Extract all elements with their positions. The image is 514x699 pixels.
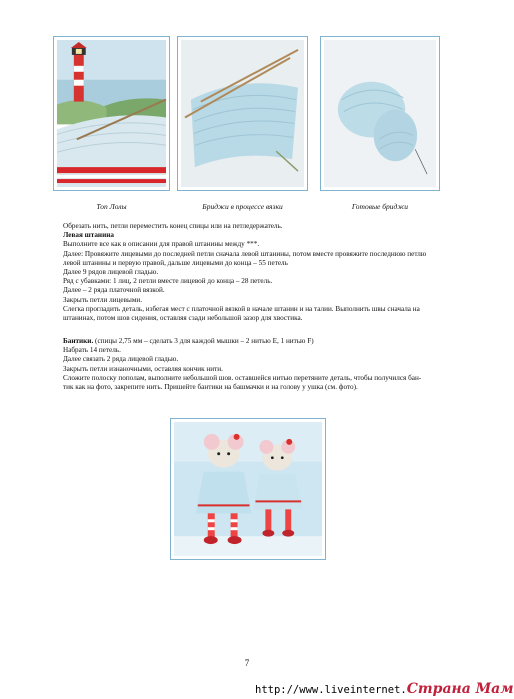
knitted-mice-image bbox=[174, 422, 322, 556]
instruction-line: тик как на фото, закрепите нить. Пришейте бантики на башмачки и на голову у ушка (см. фото). bbox=[63, 383, 358, 392]
instruction-line: Выполните все как в описании для правой штанины между ***. bbox=[63, 240, 260, 249]
bows-instructions bbox=[63, 337, 443, 392]
photo-lola-top bbox=[53, 36, 170, 191]
instruction-line: Набрать 14 петель. bbox=[63, 346, 121, 355]
instruction-line: Слегка прогладить деталь, избегая мест с платочной вязкой в начале штанин и на талии. Выполнить швы сначала на bbox=[63, 304, 420, 313]
caption-finished-breeches: Готовые бриджи bbox=[351, 202, 409, 211]
instruction-line: Закрыть петли изнаночными, оставляя кончик нити. bbox=[63, 364, 223, 373]
page-number: 7 bbox=[244, 658, 250, 668]
section-heading-bows: Бантики. bbox=[63, 337, 94, 345]
instruction-line: штанинах, потом шов сидения, оставляя сзади небольшой зазор для хвостика. bbox=[63, 314, 303, 323]
breeches-in-progress-image bbox=[181, 40, 304, 187]
instruction-line: Далее связать 2 ряда лицевой гладью. bbox=[63, 355, 179, 364]
caption-lola-top: Топ Лолы bbox=[96, 202, 127, 211]
instruction-line: Далее 9 рядов лицевой гладью. bbox=[63, 268, 159, 277]
photo-breeches-in-progress bbox=[177, 36, 308, 191]
caption-breeches-in-progress: Бриджи в процессе вязки bbox=[202, 202, 283, 211]
watermark-brand: Страна Мам bbox=[406, 681, 514, 697]
photo-knitted-mice bbox=[170, 418, 326, 560]
instruction-line: Закрыть петли лицевыми. bbox=[63, 295, 143, 304]
photo-finished-breeches bbox=[320, 36, 440, 191]
instruction-line: левой штанины и первую правой, дальше лицевыми до конца – 55 петель bbox=[63, 258, 288, 267]
instruction-line: Ряд с убавками: 1 лиц, 2 петли вместе лицевой до конца – 28 петель. bbox=[63, 277, 273, 286]
instruction-line: Сложите полоску пополам, выполните небольшой шов. оставшейся нитью перетяните деталь, чтобы получился бан- bbox=[63, 373, 422, 382]
watermark bbox=[255, 681, 514, 697]
left-leg-instructions bbox=[63, 222, 443, 323]
instruction-line: Обрезать нить, петли переместить конец спицы или на петледержатель. bbox=[63, 222, 283, 230]
instruction-line: Далее: Провяжите лицевыми до последней петли сначала левой штанины, потом вместе провяжите последнюю петлю bbox=[63, 249, 427, 258]
section-heading-left-leg: Левая штанина bbox=[63, 231, 114, 240]
bows-intro-line bbox=[63, 337, 443, 346]
instruction-line: Далее – 2 ряда платочной вязкой. bbox=[63, 286, 165, 295]
watermark-url: http://www.liveinternet. bbox=[255, 684, 407, 696]
finished-breeches-image bbox=[324, 40, 436, 187]
lola-top-image bbox=[57, 40, 166, 187]
bows-spec: (спицы 2,75 мм – сделать 3 для каждой мышки – 2 нитью E, 1 нитью F) bbox=[93, 337, 314, 345]
